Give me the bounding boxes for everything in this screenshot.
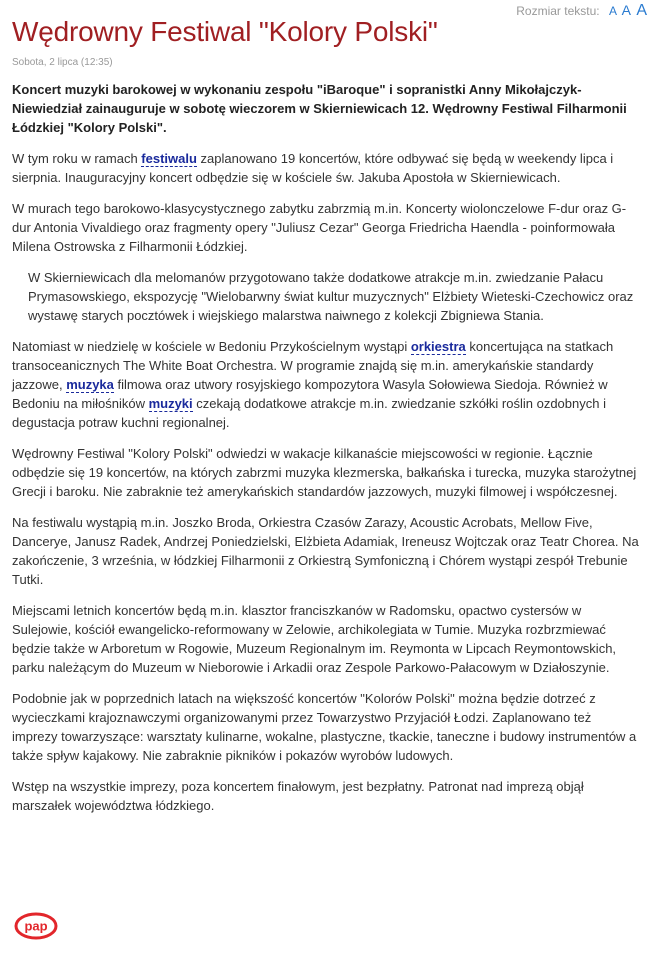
text-size-small-button[interactable]: A (608, 4, 617, 18)
keyword-link-muzyki[interactable]: muzyki (148, 396, 193, 411)
paragraph-6: Na festiwalu wystąpią m.in. Joszko Broda, Orkiestra Czasów Zarazy, Acoustic Acrobats, Mellow Five, Danceryе, Janusz Radek, Andrzej Poniedzielski, Elżbieta Adamiak, Ireneusz Wojtczak oraz Teatr Chorea. Na zakończenie, 3 września, w łódzkiej Filharmonii z Orkiestrą Symfoniczną i Chórem wystąpi zespół Trebunie Tutki. (12, 515, 639, 587)
text-size-control (516, 2, 647, 20)
keyword-link-muzyka[interactable]: muzyka (66, 377, 114, 392)
article-lead: Koncert muzyki barokowej w wykonaniu zespołu "iBaroque" i sopranistki Anny Mikołajczyk-Niewiedział zainauguruje w sobotę wieczorem w Skierniewicach 12. Wędrowny Festiwal Filharmonii Łódzkiej "Kolory Polski". (12, 82, 627, 135)
text-size-label: Rozmiar tekstu: (516, 4, 600, 18)
paragraph-4-text-2: koncertująca na statkach transoceanicznych The White Boat Orchestra. W programie znajdą się m.in. amerykańskie standardy jazzowe, (12, 339, 614, 392)
keyword-link-orkiestra[interactable]: orkiestra (410, 339, 466, 354)
article-body (12, 80, 640, 827)
keyword-link-festiwalu[interactable]: festiwalu (141, 151, 197, 166)
paragraph-4 (12, 337, 640, 432)
pap-logo-text: pap (24, 918, 48, 934)
pap-logo-icon (14, 912, 58, 940)
paragraph-5: Wędrowny Festiwal "Kolory Polski" odwiedzi w wakacje kilkanaście miejscowości w regionie. Łącznie odbędzie się 19 koncertów, na których zabrzmi muzyka klezmerska, bałkańska i turecka, muzyka starożytnej Grecji i baroku. Nie zabraknie też amerykańskich standardów jazzowych, muzyki filmowej i współczesnej. (12, 446, 637, 499)
paragraph-7: Miejscami letnich koncertów będą m.in. klasztor franciszkanów w Radomsku, opactwo cystersów w Sulejowie, kościół ewangelicko-reformowany w Zelowie, archikolegiata w Tumie. Muzyka rozbrzmiewać będzie także w Arboretum w Rogowie, Muzeum Regionalnym im. Reymonta w Lipcach Reymontowskich, parku należącym do Muzeum w Nieborowie i Arkadii oraz Zespole Parkowo-Pałacowym w Działoszynie. (12, 603, 617, 675)
article-date: Sobota, 2 lipca (12:35) (12, 57, 113, 68)
text-size-large-button[interactable]: A (636, 2, 647, 19)
paragraph-1 (12, 149, 640, 187)
paragraph-8: Podobnie jak w poprzednich latach na większość koncertów "Kolorów Polski" można będzie dotrzeć z wycieczkami krajoznawczymi organizowanymi przez Towarzystwo Przyjaciół Łodzi. Zaplanowano też imprezy towarzyszące: warsztaty kulinarne, wokalne, plastyczne, tkackie, taneczne i budowy instrumentów a także spływ kajakowy. Nie zabraknie pikników i pokazów wyrobów ludowych. (12, 691, 637, 763)
text-size-medium-button[interactable]: A (621, 2, 631, 18)
paragraph-2: W murach tego barokowo-klasycystycznego zabytku zabrzmią m.in. Koncerty wiolonczelowe F-dur oraz G-dur Antonia Vivaldiego oraz fragmenty opery "Juliusz Cezar" Georga Friedricha Haendla - poinformowała Milena Ostrowska z Filharmonii Łódzkiej. (12, 201, 627, 254)
article-title: Wędrowny Festiwal "Kolory Polski" (12, 16, 438, 47)
paragraph-3: W Skierniewicach dla melomanów przygotowano także dodatkowe atrakcje m.in. zwiedzanie Pałacu Prymasowskiego, ekspozycję "Wielobarwny świat kultur muzycznych" Elżbiety Wieteski-Czechowicz oraz wystawę starych pocztówek i wiejskiego malarstwa naiwnego z kolekcji Zbigniewa Stania. (28, 270, 634, 323)
paragraph-4-text-3: filmowa oraz utwory rosyjskiego kompozytora Wasyla Sołowiewa Siedoja. Również w Bedoniu na miłośników (12, 377, 608, 411)
paragraph-1-text-after: zaplanowano 19 koncertów, które odbywać się będą w weekendy lipca i sierpnia. Inauguracyjny koncert odbędzie się w kościele św. Jakuba Apostoła w Skierniewicach. (12, 151, 614, 185)
paragraph-1-text-before: W tym roku w ramach (12, 151, 142, 166)
paragraph-9: Wstęp na wszystkie imprezy, poza koncertem finałowym, jest bezpłatny. Patronat nad imprezą objął marszałek województwa łódzkiego. (12, 779, 584, 813)
paragraph-4-text-1: Natomiast w niedzielę w kościele w Bedoniu Przykościelnym wystąpi (12, 339, 411, 354)
paragraph-4-text-4: czekają dodatkowe atrakcje m.in. zwiedzanie szkółki roślin ozdobnych i degustacja potraw kuchni regionalnej. (12, 396, 606, 430)
